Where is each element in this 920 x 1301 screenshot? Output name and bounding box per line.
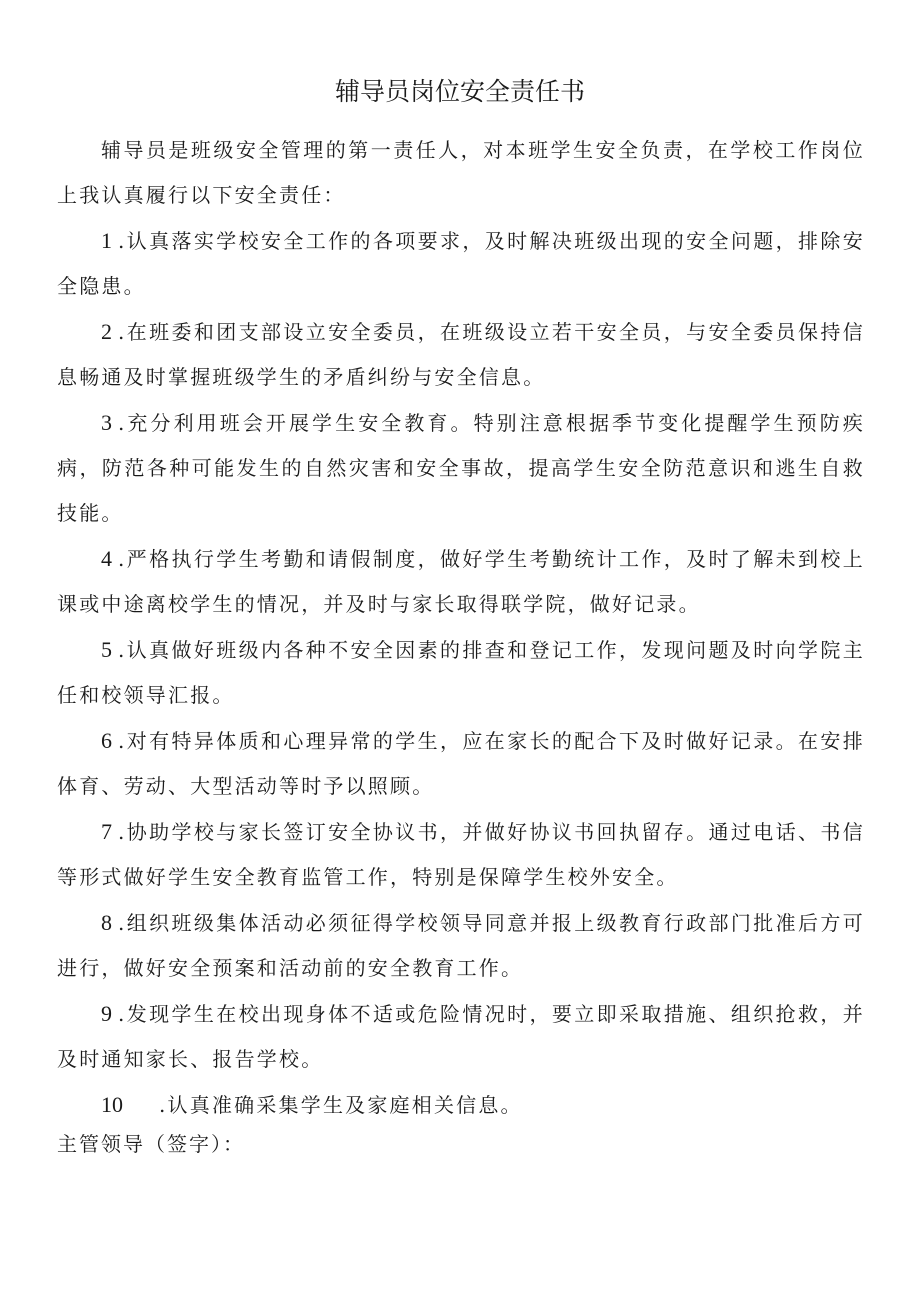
document-body <box>57 128 865 1128</box>
item-number: 2 <box>101 319 112 344</box>
item-number: 7 <box>101 819 112 844</box>
list-item <box>57 809 865 900</box>
item-number: 9 <box>101 1001 112 1026</box>
document-title: 辅导员岗位安全责任书 <box>334 77 585 106</box>
item-text: .组织班级集体活动必须征得学校领导同意并报上级教育行政部门批准后方可进行，做好安全预案和活动前的安全教育工作。 <box>57 911 865 980</box>
item-text: .认真落实学校安全工作的各项要求，及时解决班级出现的安全问题，排除安全隐患。 <box>57 229 865 298</box>
item-text: .发现学生在校出现身体不适或危险情况时，要立即采取措施、组织抢救，并及时通知家长、报告学校。 <box>57 1002 865 1071</box>
item-text: .对有特异体质和心理异常的学生，应在家长的配合下及时做好记录。在安排体育、劳动、大型活动等时予以照顾。 <box>57 729 865 798</box>
list-item <box>57 309 865 400</box>
item-text: .严格执行学生考勤和请假制度，做好学生考勤统计工作，及时了解未到校上课或中途离校学生的情况，并及时与家长取得联学院，做好记录。 <box>57 547 865 616</box>
item-text: .认真做好班级内各种不安全因素的排查和登记工作，发现问题及时向学院主任和校领导汇报。 <box>57 638 865 707</box>
list-item <box>57 991 865 1082</box>
item-number: 5 <box>101 637 112 662</box>
item-text: .充分利用班会开展学生安全教育。特别注意根据季节变化提醒学生预防疾病，防范各种可能发生的自然灾害和安全事故，提高学生安全防范意识和逃生自救技能。 <box>57 411 865 525</box>
item-number: 4 <box>101 546 112 571</box>
list-item <box>57 536 865 627</box>
list-item <box>57 218 865 309</box>
item-number: 3 <box>101 410 112 435</box>
item-number: 10 <box>101 1092 123 1117</box>
item-number: 6 <box>101 728 112 753</box>
signature-label: 主管领导（签字）： <box>57 1132 245 1156</box>
item-text: .认真准确采集学生及家庭相关信息。 <box>159 1093 523 1117</box>
list-item <box>57 718 865 809</box>
list-item <box>57 627 865 718</box>
item-number: 1 <box>101 228 112 253</box>
list-item <box>57 1082 865 1128</box>
list-item <box>57 900 865 991</box>
list-item <box>57 400 865 536</box>
intro-paragraph: 辅导员是班级安全管理的第一责任人，对本班学生安全负责，在学校工作岗位上我认真履行以下安全责任： <box>57 138 865 207</box>
item-text: .在班委和团支部设立安全委员，在班级设立若干安全员，与安全委员保持信息畅通及时掌握班级学生的矛盾纠纷与安全信息。 <box>57 320 865 389</box>
item-number: 8 <box>101 910 112 935</box>
item-text: .协助学校与家长签订安全协议书，并做好协议书回执留存。通过电话、书信等形式做好学生安全教育监管工作，特别是保障学生校外安全。 <box>57 820 865 889</box>
